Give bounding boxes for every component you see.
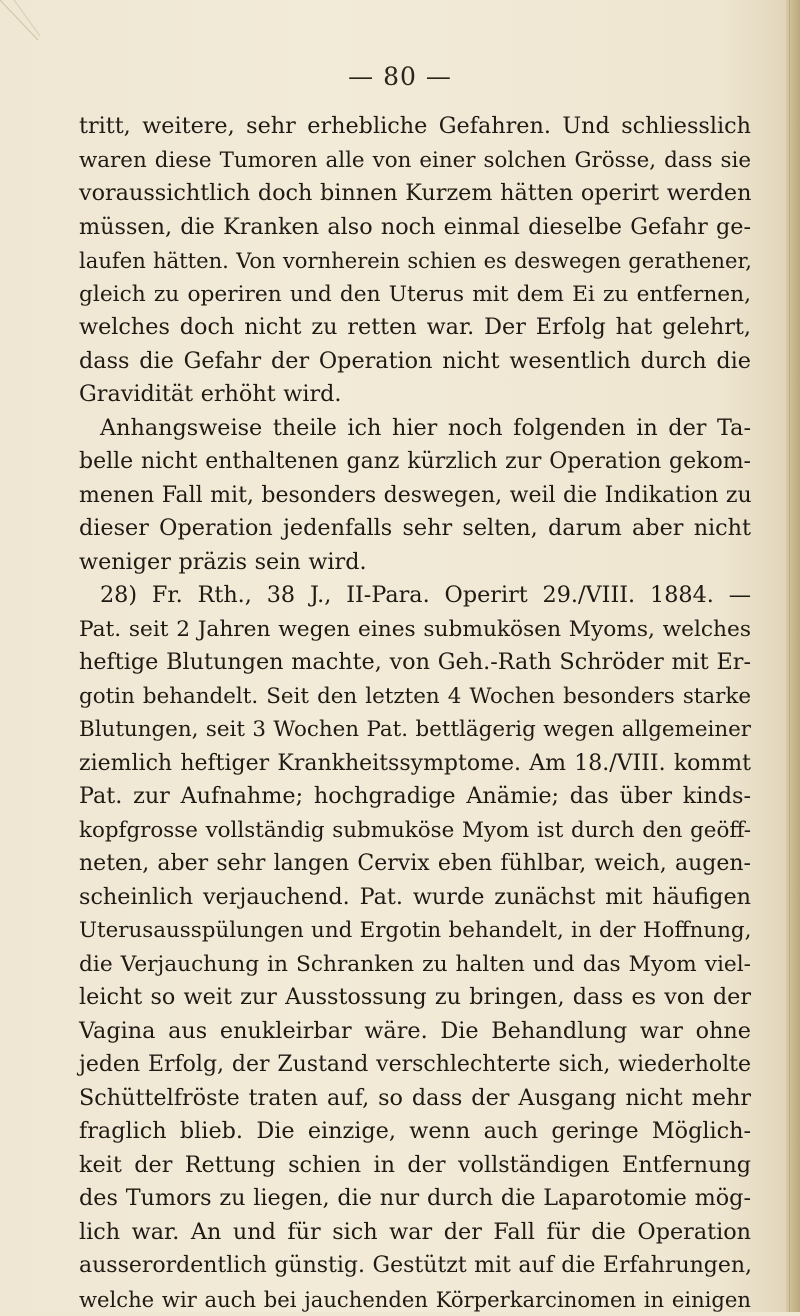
text-line: voraussichtlich doch binnen Kurzem hätten operirt werden (79, 177, 751, 211)
text-line: Blutungen, seit 3 Wochen Pat. bettlägerig wegen allgemeiner (79, 713, 751, 747)
text-line: welche wir auch bei jauchenden Körperkarcinomen in einigen (79, 1283, 751, 1316)
text-line: jeden Erfolg, der Zustand verschlechterte sich, wiederholte (79, 1048, 751, 1082)
text-line: gleich zu operiren und den Uterus mit dem Ei zu entfernen, (79, 278, 751, 312)
text-line: heftige Blutungen machte, von Geh.-Rath Schröder mit Er- (79, 646, 751, 680)
text-line: dass die Gefahr der Operation nicht wesentlich durch die (79, 345, 751, 379)
text-line: Pat. zur Aufnahme; hochgradige Anämie; das über kinds- (79, 780, 751, 814)
text-line: die Verjauchung in Schranken zu halten und das Myom viel- (79, 948, 751, 982)
text-line: menen Fall mit, besonders deswegen, weil die Indikation zu (79, 479, 751, 513)
text-line: leicht so weit zur Ausstossung zu bringen, dass es von der (79, 981, 751, 1015)
text-line: keit der Rettung schien in der vollständigen Entfernung (79, 1149, 751, 1183)
text-line: lich war. An und für sich war der Fall für die Operation (79, 1216, 751, 1250)
text-line: dieser Operation jedenfalls sehr selten, darum aber nicht (79, 512, 751, 546)
page-corner-crease (0, 0, 60, 40)
text-line: welches doch nicht zu retten war. Der Erfolg hat gelehrt, (79, 311, 751, 345)
text-line: müssen, die Kranken also noch einmal dieselbe Gefahr ge- (79, 211, 751, 245)
text-line: weniger präzis sein wird. (79, 546, 751, 580)
text-line: neten, aber sehr langen Cervix eben fühlbar, weich, augen- (79, 847, 751, 881)
text-line: Uterusausspülungen und Ergotin behandelt, in der Hoffnung, (79, 914, 751, 948)
text-line: ausserordentlich günstig. Gestützt mit auf die Erfahrungen, (79, 1249, 751, 1283)
text-line: tritt, weitere, sehr erhebliche Gefahren. Und schliesslich (79, 110, 751, 144)
text-line: laufen hätten. Von vornherein schien es deswegen gerathener, (79, 244, 751, 278)
text-line: Vagina aus enukleirbar wäre. Die Behandlung war ohne (79, 1015, 751, 1049)
text-line: ziemlich heftiger Krankheitssymptome. Am 18./VIII. kommt (79, 747, 751, 781)
body-text (79, 110, 751, 1316)
text-line: gotin behandelt. Seit den letzten 4 Wochen besonders starke (79, 680, 751, 714)
text-line: Pat. seit 2 Jahren wegen eines submukösen Myoms, welches (79, 613, 751, 647)
text-line: kopfgrosse vollständig submuköse Myom ist durch den geöff- (79, 814, 751, 848)
text-line: 28) Fr. Rth., 38 J., II-Para. Operirt 29./VIII. 1884. — (79, 579, 751, 613)
text-line: belle nicht enthaltenen ganz kürzlich zur Operation gekom- (79, 445, 751, 479)
page-number: — 80 — (0, 62, 800, 91)
text-line: fraglich blieb. Die einzige, wenn auch geringe Möglich- (79, 1115, 751, 1149)
text-line: Anhangsweise theile ich hier noch folgenden in der Ta- (79, 412, 751, 446)
text-line: Schüttelfröste traten auf, so dass der Ausgang nicht mehr (79, 1082, 751, 1116)
text-line: Gravidität erhöht wird. (79, 378, 751, 412)
text-line: waren diese Tumoren alle von einer solchen Grösse, dass sie (79, 144, 751, 178)
text-line: des Tumors zu liegen, die nur durch die Laparotomie mög- (79, 1182, 751, 1216)
book-binding-edge (786, 0, 800, 1312)
text-line: scheinlich verjauchend. Pat. wurde zunächst mit häufigen (79, 881, 751, 915)
